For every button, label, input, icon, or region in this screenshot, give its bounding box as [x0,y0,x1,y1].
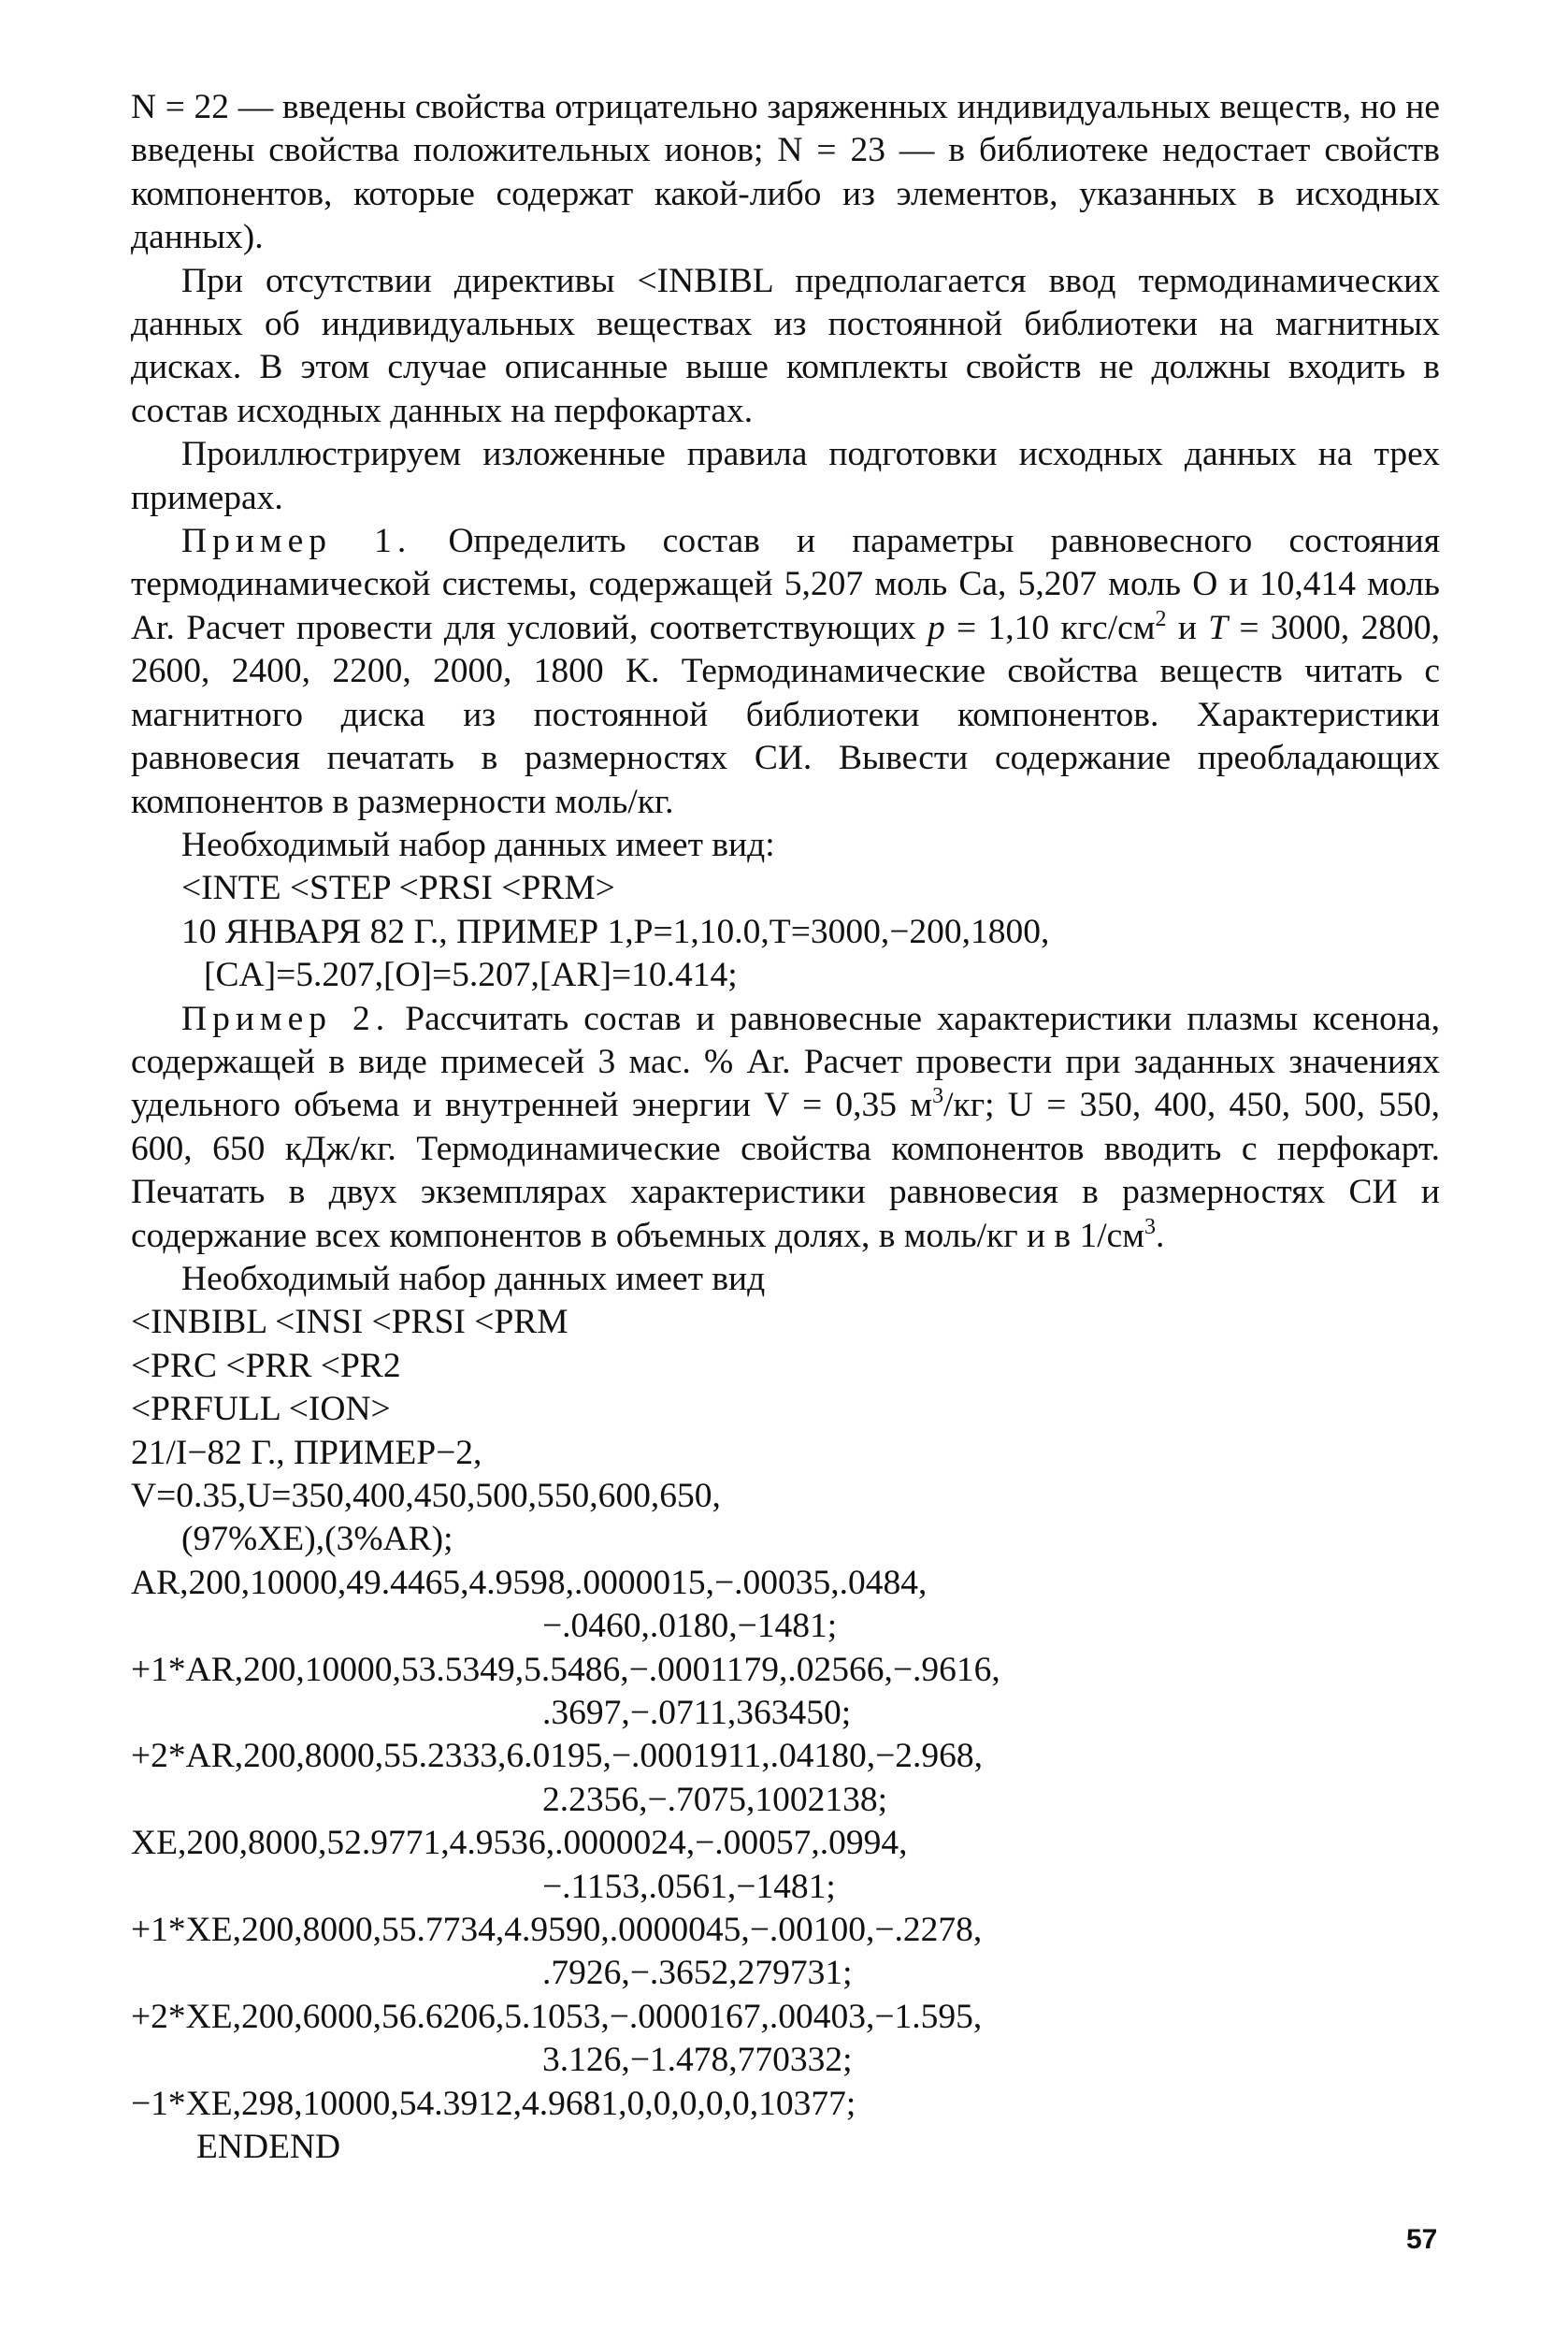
paragraph-example-1: Пример 1. Определить состав и параметры равновесного состояния термодинамической системы, содержащей 5,207 моль Ca, 5,207 моль O и 10,414 моль Ar. Расчет провести для условий, соответствующих p = 1,10 кгс/$см^2$ и T = 3000, 2800, 2600, 2400, 2200, 2000, 1800 K. Термодинамические свойства веществ читать с магнитного диска из постоянной библиотеки компонентов. Характеристики равновесия печатать в размерностях СИ. Вывести содержание преобладающих компонентов в размерности моль/кг. [131,522,1440,821]
paragraph-dataset-1-heading: Необходимый набор данных имеет вид: [181,825,775,864]
code-line-xe-cont: −.1153,.0561,−1481; [542,1867,836,1906]
code-line-ex2-directives-3: <PRFULL <ION> [131,1390,391,1429]
paragraph-inbibl-directive: При отсутствии директивы <INBIBL предполагается ввод термодинамических данных об индивидуальных веществах из постоянной библиотеки на магнитных дисках. В этом случае описанные выше комплекты свойств не должны входить в состав исходных данных на перфокартах. [131,261,1440,430]
code-line-xe-plus2-cont: 3.126,−1.478,770332; [542,2041,853,2080]
code-line-ar-plus1: +1*AR,200,10000,53.5349,5.5486,−.0001179,.02566,−.9616, [131,1650,1000,1689]
page-number: 57 [1406,2224,1438,2255]
code-line-electron: −1*XE,298,10000,54.3912,4.9681,0,0,0,0,0,10377; [131,2084,856,2123]
paragraph-dataset-2-heading: Необходимый набор данных имеет вид [181,1259,766,1298]
code-line-ar: AR,200,10000,49.4465,4.9598,.0000015,−.00035,.0484, [131,1563,928,1602]
code-line-ex2-header: 21/I−82 Г., ПРИМЕР−2, [131,1433,482,1472]
code-line-ar-cont: −.0460,.0180,−1481; [542,1607,838,1646]
example-1-label: Пример 1. [181,522,412,561]
code-line-xe-plus1-cont: .7926,−.3652,279731; [542,1954,853,1993]
code-line-endend: ENDEND [196,2128,341,2167]
paragraph-error-codes: N = 22 — введены свойства отрицательно заряженных индивидуальных веществ, но не введены свойства положительных ионов; N = 23 — в библиотеке недостает свойств компонентов, которые содержат какой-либо из элементов, указанных в исходных данных). [131,88,1440,257]
code-line-ar-plus1-cont: .3697,−.0711,363450; [542,1694,852,1733]
paragraph-examples-intro: Проиллюстрируем изложенные правила подготовки исходных данных на трех примерах. [131,435,1440,517]
code-line-ex2-directives-2: <PRC <PRR <PR2 [131,1346,401,1385]
code-line-ex2-directives-1: <INBIBL <INSI <PRSI <PRM [131,1303,568,1342]
code-line-ex1-directives: <INTE <STEP <PRSI <PRM> [181,869,615,908]
code-line-xe-plus1: +1*XE,200,8000,55.7734,4.9590,.0000045,−.00100,−.2278, [131,1911,983,1950]
code-line-xe-plus2: +2*XE,200,6000,56.6206,5.1053,−.0000167,.00403,−1.595, [131,1997,983,2036]
page-text [131,86,1440,2170]
code-line-xe: XE,200,8000,52.9771,4.9536,.0000024,−.00057,.0994, [131,1824,908,1863]
code-line-ex2-composition: (97%XE),(3%AR); [181,1520,453,1559]
example-2-label: Пример 2. [181,999,391,1038]
code-line-ex1-header: 10 ЯНВАРЯ 82 Г., ПРИМЕР 1,P=1,10.0,T=3000,−200,1800, [181,912,1050,951]
code-line-ex2-conditions: V=0.35,U=350,400,450,500,550,600,650, [131,1477,721,1515]
code-line-ex1-composition: [CA]=5.207,[O]=5.207,[AR]=10.414; [204,956,738,995]
code-line-ar-plus2: +2*AR,200,8000,55.2333,6.0195,−.0001911,.04180,−2.968, [131,1737,984,1776]
code-line-ar-plus2-cont: 2.2356,−.7075,1002138; [542,1780,888,1819]
paragraph-example-2: Пример 2. Рассчитать состав и равновесные характеристики плазмы ксенона, содержащей в виде примесей 3 мас. % Ar. Расчет провести при заданных значениях удельного объема и внутренней энергии V = 0,35 $м^3/кг$; U = 350, 400, 450, 500, 550, 600, 650 кДж/кг. Термодинамические свойства компонентов вводить с перфокарт. Печатать в двух экземплярах характеристики равновесия в размерностях СИ и содержание всех компонентов в объемных долях, в моль/кг и в $1/см^3$. [131,999,1440,1255]
